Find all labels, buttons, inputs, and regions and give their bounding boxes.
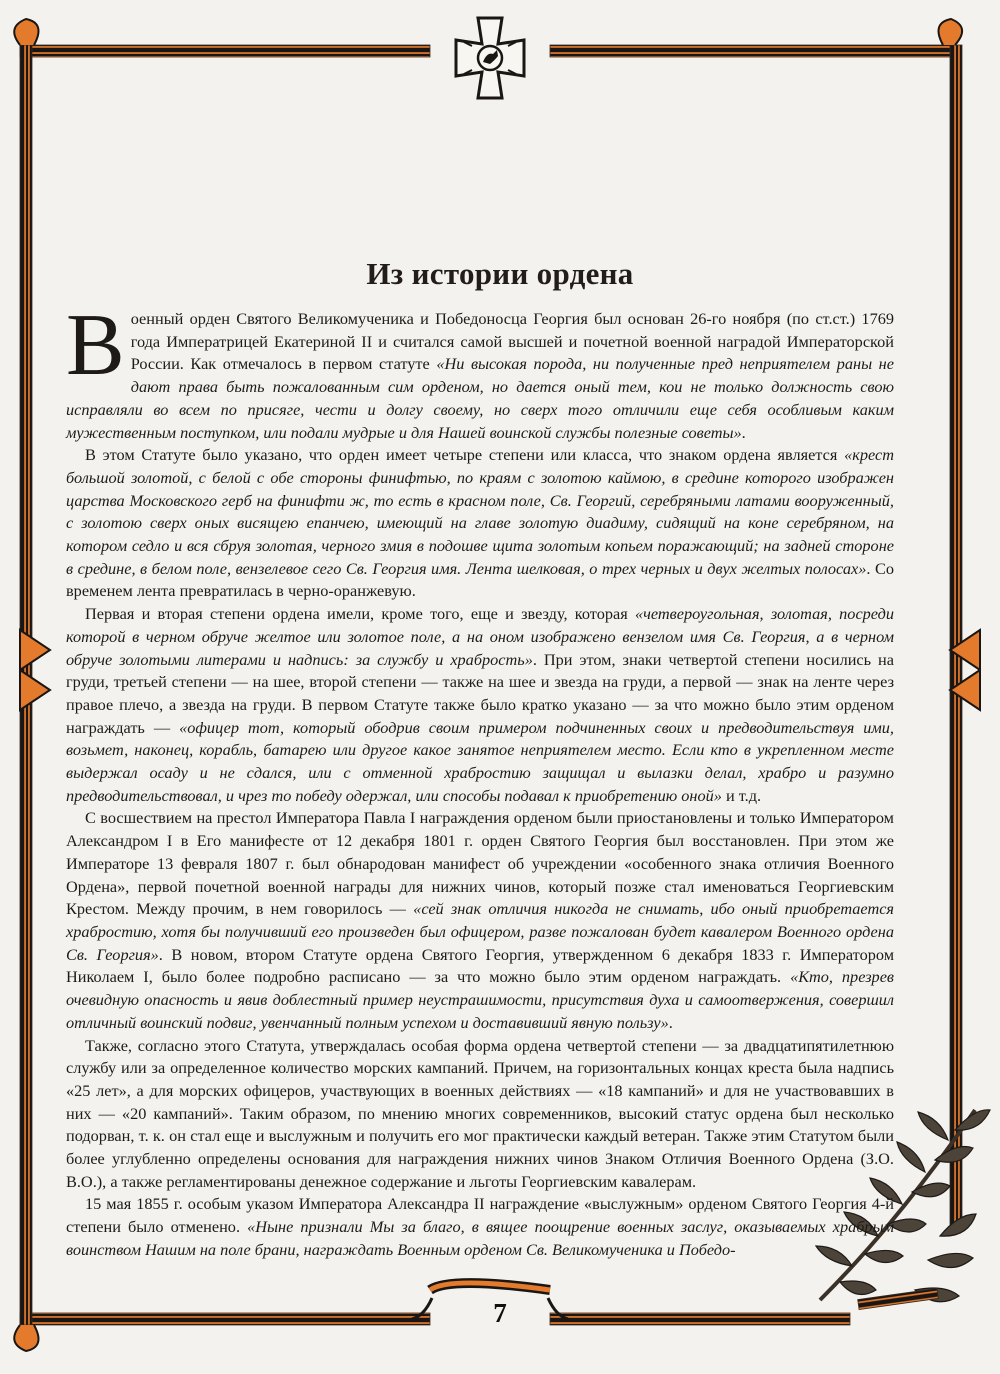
text-run: . При этом, знаки четвертой степени носились на груди, третьей степени — на шее, второй степени — также на шее и звезда на груди, а первой — знак на ленте через правое плечо, а звезда на груди. В первом Статуте также было кратко указано — за что можно было этим орденом награждать —	[66, 649, 894, 737]
paragraph	[66, 444, 894, 603]
text-run: В этом Статуте было указано, что орден имеет четыре степени или класса, что знаком ордена является	[85, 445, 845, 465]
page-title: Из истории ордена	[366, 256, 634, 291]
text-run: .	[668, 1012, 673, 1032]
paragraph	[66, 603, 894, 807]
quote-run: «Ни высокая порода, ни полученные пред неприятелем раны не дают права быть пожалованным сим орденом, но дается оный тем, кои не только должность свою исправляли во всем по присяге, чести и долгу своему, но сверх того отличили еще себя особливым каким мужественным поступком, или подали мудрые и для Нашей воинской службы полезные советы»	[66, 354, 894, 442]
quote-run: «четвероугольная, золотая, посреди которой в черном обруче желтое или золотое поле, а на оном изображено вензелом имя Св. Георгия, а в черном обруче золотыми литерами и надпись: за службу и храбрость»	[66, 604, 895, 669]
text-run: оенный орден Святого Великомученика и Победоносца Георгия был основан 26-го ноября (по ст.ст.) 1769 года Императрицей Екатериной II и считался самой высшей и почетной военной наградой Императорской России. Как отмечалось в первом статуте	[130, 309, 894, 374]
text-run: Также, согласно этого Статута, утверждалась особая форма ордена четвертой степени — за двадцатипятилетнюю службу или за определенное количество морских кампаний. Причем, на горизонтальных концах креста была надпись «25 лет», а для морских офицеров, участвующих в военных действиях — «18 кампаний» и для не участвовавших в них — «20 кампаний». Таким образом, по мнению многих современников, высокий статус ордена был несколько подорван, т. к. он стал еще и выслужным и получить его мог практически каждый ветеран. Также этим Статутом были более углубленно определены основания для награждения нижних чинов Знаком Отличия Военного Ордена (З.О. В.О.), а также регламентированы денежное содержание и льготы Георгиевским кавалерам.	[66, 1035, 894, 1191]
text-run: и т.д.	[721, 785, 762, 805]
text-run: Первая и вторая степени ордена имели, кроме того, еще и звезду, которая	[85, 604, 635, 624]
st-george-cross-icon	[456, 18, 524, 98]
quote-run: «Кто, презрев очевидную опасность и явив доблестный пример неустрашимости, присутствия духа и самоотвержения, совершил отличный воинский подвиг, увенчанный полным успехом и доставивший явную пользу»	[66, 967, 894, 1032]
quote-run: «Ныне признали Мы за благо, в вящее поощрение военных заслуг, оказываемых храбрым воинством Нашим на поле брани, награждать Военным орденом Св. Великомученика и Победо-	[66, 1217, 894, 1259]
text-run: С восшествием на престол Императора Павла I награждения орденом были приостановлены и только Императором Александром I в Его манифесте от 12 декабря 1801 г. орден Святого Георгия был восстановлен. При этом же Императоре 13 февраля 1807 г. был обнародован манифест об учреждении «особенного знака отличия Военного Ордена», первой почетной военной награды для нижних чинов, который позже стал именоваться Георгиевским Крестом. Между прочим, в нем говорилось —	[66, 808, 894, 919]
page-number: 7	[493, 1298, 507, 1328]
quote-run: «офицер тот, который ободрив своим примером подчиненных своих и предводительствуя ими, возьмет, наконец, корабль, батарею или другое какое занятое неприятелем место. Если кто в укрепленном месте выдержал осаду и не сдался, или с отменной храбростию защищал и вылазки делал, храбро и разумно предводительствовал, и чрез то победу одержал, или способы подавал к приобретению оной»	[66, 717, 894, 805]
text-run: 15 мая 1855 г. особым указом Императора Александра II награждение «выслужным» орденом Святого Георгия 4-й степени было отменено.	[66, 1194, 894, 1237]
text-run: . Со временем лента превратилась в черно-оранжевую.	[66, 558, 894, 601]
drop-cap: В	[66, 297, 125, 394]
paragraph	[66, 297, 894, 444]
text-run: . В новом, втором Статуте ордена Святого Георгия, утвержденном 6 декабря 1833 г. Императором Николаем I, было более подробно расписано — за что можно было этим орденом награждать.	[66, 944, 894, 987]
quote-run: «крест большой золотой, с белой с обе стороны финифтью, по краям с золотою каймою, в средине которого изображен царства Московского герб на финифти ж, то есть в красном поле, Св. Георгий, серебряными латами вооруженный, с золотою сверх оных висящею епанчею, имеющий на главе золотую диадиму, сидящий на коне серебряном, на котором седло и вся сбруя золотая, черного змия в подошве щита золотым копьем поражающий; на задней стороне в средине, в белом поле, вензелевое сего Св. Георгия имя. Лента шелковая, о трех черных и двух желтых полосах»	[66, 445, 894, 578]
article-body	[66, 297, 895, 1262]
paragraph	[66, 1193, 894, 1261]
text-run: .	[741, 422, 746, 442]
paragraph	[66, 1035, 894, 1194]
paragraph	[66, 807, 894, 1034]
quote-run: «сей знак отличия никогда не снимать, ибо оный приобретается храбростию, хотя бы получивший его произведен был офицером, разве пожалован будет кавалером Военного ордена Св. Георгия»	[66, 899, 894, 964]
